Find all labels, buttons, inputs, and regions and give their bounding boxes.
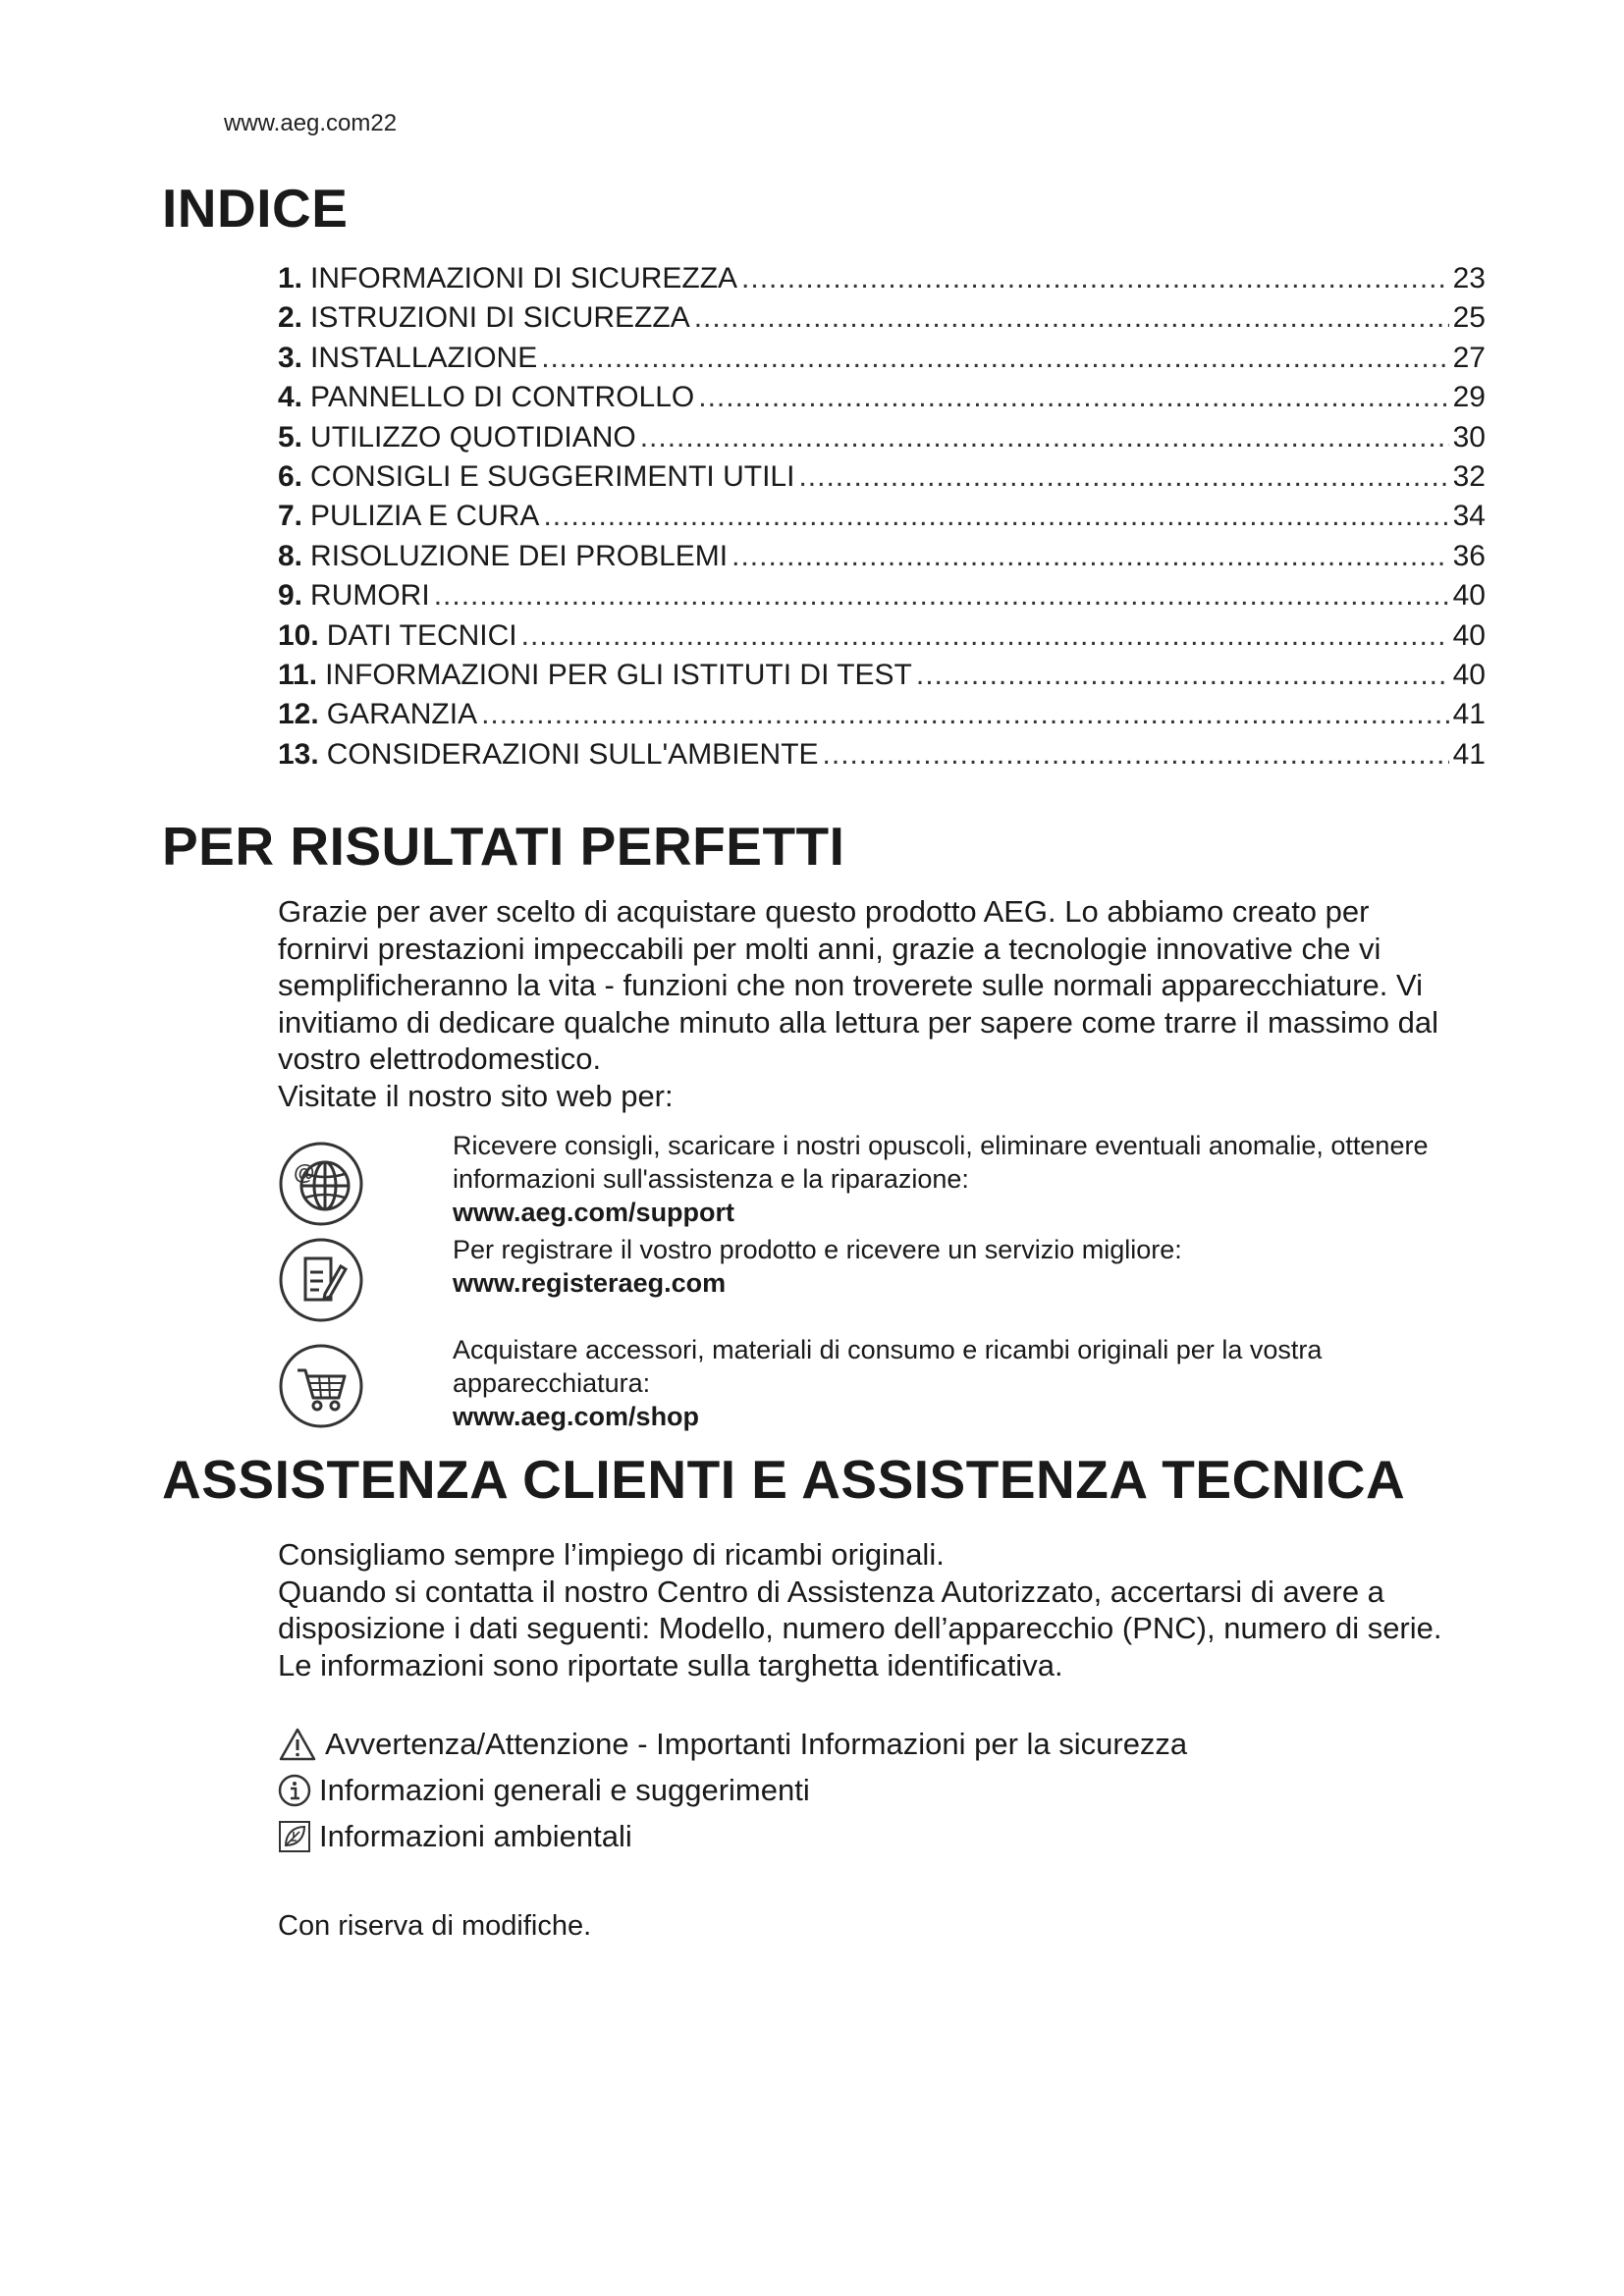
- toc-entry-page: 30: [1452, 420, 1486, 454]
- legend-warning: [278, 1725, 1187, 1764]
- customer-service-text: [278, 1536, 1466, 1683]
- cart-icon: [278, 1343, 364, 1429]
- toc-entry-page: 40: [1452, 579, 1486, 613]
- toc-entry-page: 40: [1452, 618, 1486, 652]
- toc-entry[interactable]: [278, 339, 1486, 378]
- toc-entry-title: UTILIZZO QUOTIDIANO: [310, 420, 636, 454]
- toc-leader-dots: [698, 378, 1448, 417]
- support-link-description: Ricevere consigli, scaricare i nostri opuscoli, eliminare eventuali anomalie, ottenere informazioni sull'assistenza e la riparazione:: [453, 1131, 1429, 1194]
- legend-environment: [278, 1817, 632, 1856]
- toc-entry-page: 23: [1452, 262, 1486, 294]
- toc-entry[interactable]: [278, 457, 1486, 497]
- toc-entry-title: PULIZIA E CURA: [310, 500, 540, 533]
- svg-text:@: @: [294, 1160, 315, 1185]
- toc-entry-title: INFORMAZIONI DI SICUREZZA: [310, 262, 738, 294]
- toc-entry-number: 10.: [278, 618, 319, 652]
- shop-link-description: Acquistare accessori, materiali di consumo e ricambi originali per la vostra apparecchiatura:: [453, 1335, 1323, 1398]
- toc-entry[interactable]: [278, 537, 1486, 576]
- warning-icon: [278, 1727, 317, 1762]
- toc-entry-page: 41: [1452, 737, 1486, 771]
- toc-entry-page: 27: [1452, 341, 1486, 374]
- globe-icon: [278, 1141, 364, 1227]
- legend-info: [278, 1771, 810, 1810]
- toc-leader-dots: [541, 339, 1448, 378]
- toc-entry-page: 36: [1452, 539, 1486, 572]
- toc-entry-page: 40: [1452, 658, 1486, 691]
- toc-entry-number: 9.: [278, 579, 303, 613]
- original-parts-sentence: Consigliamo sempre l’impiego di ricambi originali.: [278, 1537, 945, 1572]
- toc-entry-title: ISTRUZIONI DI SICUREZZA: [310, 301, 690, 335]
- toc-entry-number: 6.: [278, 459, 303, 493]
- toc-leader-dots: [731, 537, 1449, 576]
- info-icon: [278, 1774, 311, 1807]
- toc-entry-number: 12.: [278, 698, 319, 731]
- toc-leader-dots: [741, 259, 1449, 298]
- toc-entry-title: CONSIDERAZIONI SULL'AMBIENTE: [326, 737, 819, 771]
- toc-entry-number: 3.: [278, 341, 303, 374]
- register-link-url[interactable]: www.registeraeg.com: [453, 1268, 727, 1298]
- toc-leader-dots: [543, 497, 1448, 536]
- toc-leader-dots: [434, 576, 1449, 615]
- shop-link-url[interactable]: www.aeg.com/shop: [453, 1402, 700, 1431]
- leaf-icon: [278, 1820, 311, 1853]
- visit-website-text: Visitate il nostro sito web per:: [278, 1079, 674, 1113]
- toc-entry-title: INFORMAZIONI PER GLI ISTITUTI DI TEST: [325, 658, 912, 691]
- toc-entry[interactable]: [278, 378, 1486, 417]
- toc-entry-number: 5.: [278, 420, 303, 454]
- register-link-description: Per registrare il vostro prodotto e ricevere un servizio migliore:: [453, 1235, 1182, 1264]
- toc-leader-dots: [823, 735, 1449, 774]
- legend-warning-text: Avvertenza/Attenzione - Importanti Informazioni per la sicurezza: [325, 1727, 1188, 1761]
- toc-entry-page: 29: [1452, 381, 1486, 414]
- toc-entry[interactable]: [278, 298, 1486, 338]
- toc-entry-page: 41: [1452, 698, 1486, 731]
- toc-entry-number: 1.: [278, 262, 303, 294]
- toc-entry[interactable]: [278, 497, 1486, 536]
- toc-entry-title: PANNELLO DI CONTROLLO: [310, 381, 695, 414]
- toc-entry[interactable]: [278, 576, 1486, 615]
- perfect-results-heading: PER RISULTATI PERFETTI: [162, 816, 845, 877]
- contact-centre-sentence: Quando si contatta il nostro Centro di Assistenza Autorizzato, accertarsi di avere a disposizione i dati seguenti: Modello, numero dell’apparecchio (PNC), numero di serie.: [278, 1574, 1442, 1645]
- toc-entry[interactable]: [278, 616, 1486, 656]
- legend-environment-text: Informazioni ambientali: [319, 1819, 632, 1853]
- toc-entry-number: 8.: [278, 539, 303, 572]
- toc-entry-number: 13.: [278, 737, 319, 771]
- toc-entry[interactable]: [278, 695, 1486, 734]
- support-link-url[interactable]: www.aeg.com/support: [453, 1198, 735, 1227]
- toc-entry-number: 2.: [278, 301, 303, 335]
- toc-entry[interactable]: [278, 418, 1486, 457]
- toc-entry[interactable]: [278, 735, 1486, 774]
- legend-info-text: Informazioni generali e suggerimenti: [319, 1773, 810, 1807]
- toc-entry-page: 25: [1452, 301, 1486, 335]
- toc-leader-dots: [521, 616, 1449, 656]
- toc-leader-dots: [694, 298, 1449, 338]
- intro-paragraph: Grazie per aver scelto di acquistare questo prodotto AEG. Lo abbiamo creato per fornirvi prestazioni impeccabili per molti anni, grazie a tecnologie innovative che vi semplificheranno la vita - funzioni che non troverete sulle normali apparecchiature. Vi invitiamo di dedicare qualche minuto alla lettura per sapere come trarre il massimo dal vostro elettrodomestico.: [278, 894, 1438, 1076]
- toc-entry-page: 34: [1452, 500, 1486, 533]
- toc-leader-dots: [481, 695, 1449, 734]
- toc-entry-title: RUMORI: [310, 579, 430, 613]
- table-of-contents: [278, 259, 1486, 774]
- toc-entry-title: CONSIGLI E SUGGERIMENTI UTILI: [310, 459, 795, 493]
- toc-entry-title: DATI TECNICI: [326, 618, 517, 652]
- customer-service-heading: ASSISTENZA CLIENTI E ASSISTENZA TECNICA: [162, 1449, 1406, 1510]
- toc-leader-dots: [916, 656, 1449, 695]
- index-heading: INDICE: [162, 178, 349, 239]
- toc-entry-page: 32: [1452, 459, 1486, 493]
- toc-entry-number: 11.: [278, 658, 318, 691]
- toc-entry-number: 4.: [278, 381, 303, 414]
- register-icon: [278, 1237, 364, 1323]
- toc-entry-title: INSTALLAZIONE: [310, 341, 538, 374]
- rating-plate-sentence: Le informazioni sono riportate sulla targhetta identificativa.: [278, 1647, 1063, 1682]
- toc-leader-dots: [798, 457, 1448, 497]
- footer-note: Con riserva di modifiche.: [278, 1910, 592, 1942]
- toc-entry[interactable]: [278, 259, 1486, 298]
- toc-leader-dots: [640, 418, 1449, 457]
- toc-entry[interactable]: [278, 656, 1486, 695]
- toc-entry-title: RISOLUZIONE DEI PROBLEMI: [310, 539, 729, 572]
- toc-entry-number: 7.: [278, 500, 303, 533]
- toc-entry-title: GARANZIA: [326, 698, 478, 731]
- header-url: www.aeg.com22: [224, 110, 398, 136]
